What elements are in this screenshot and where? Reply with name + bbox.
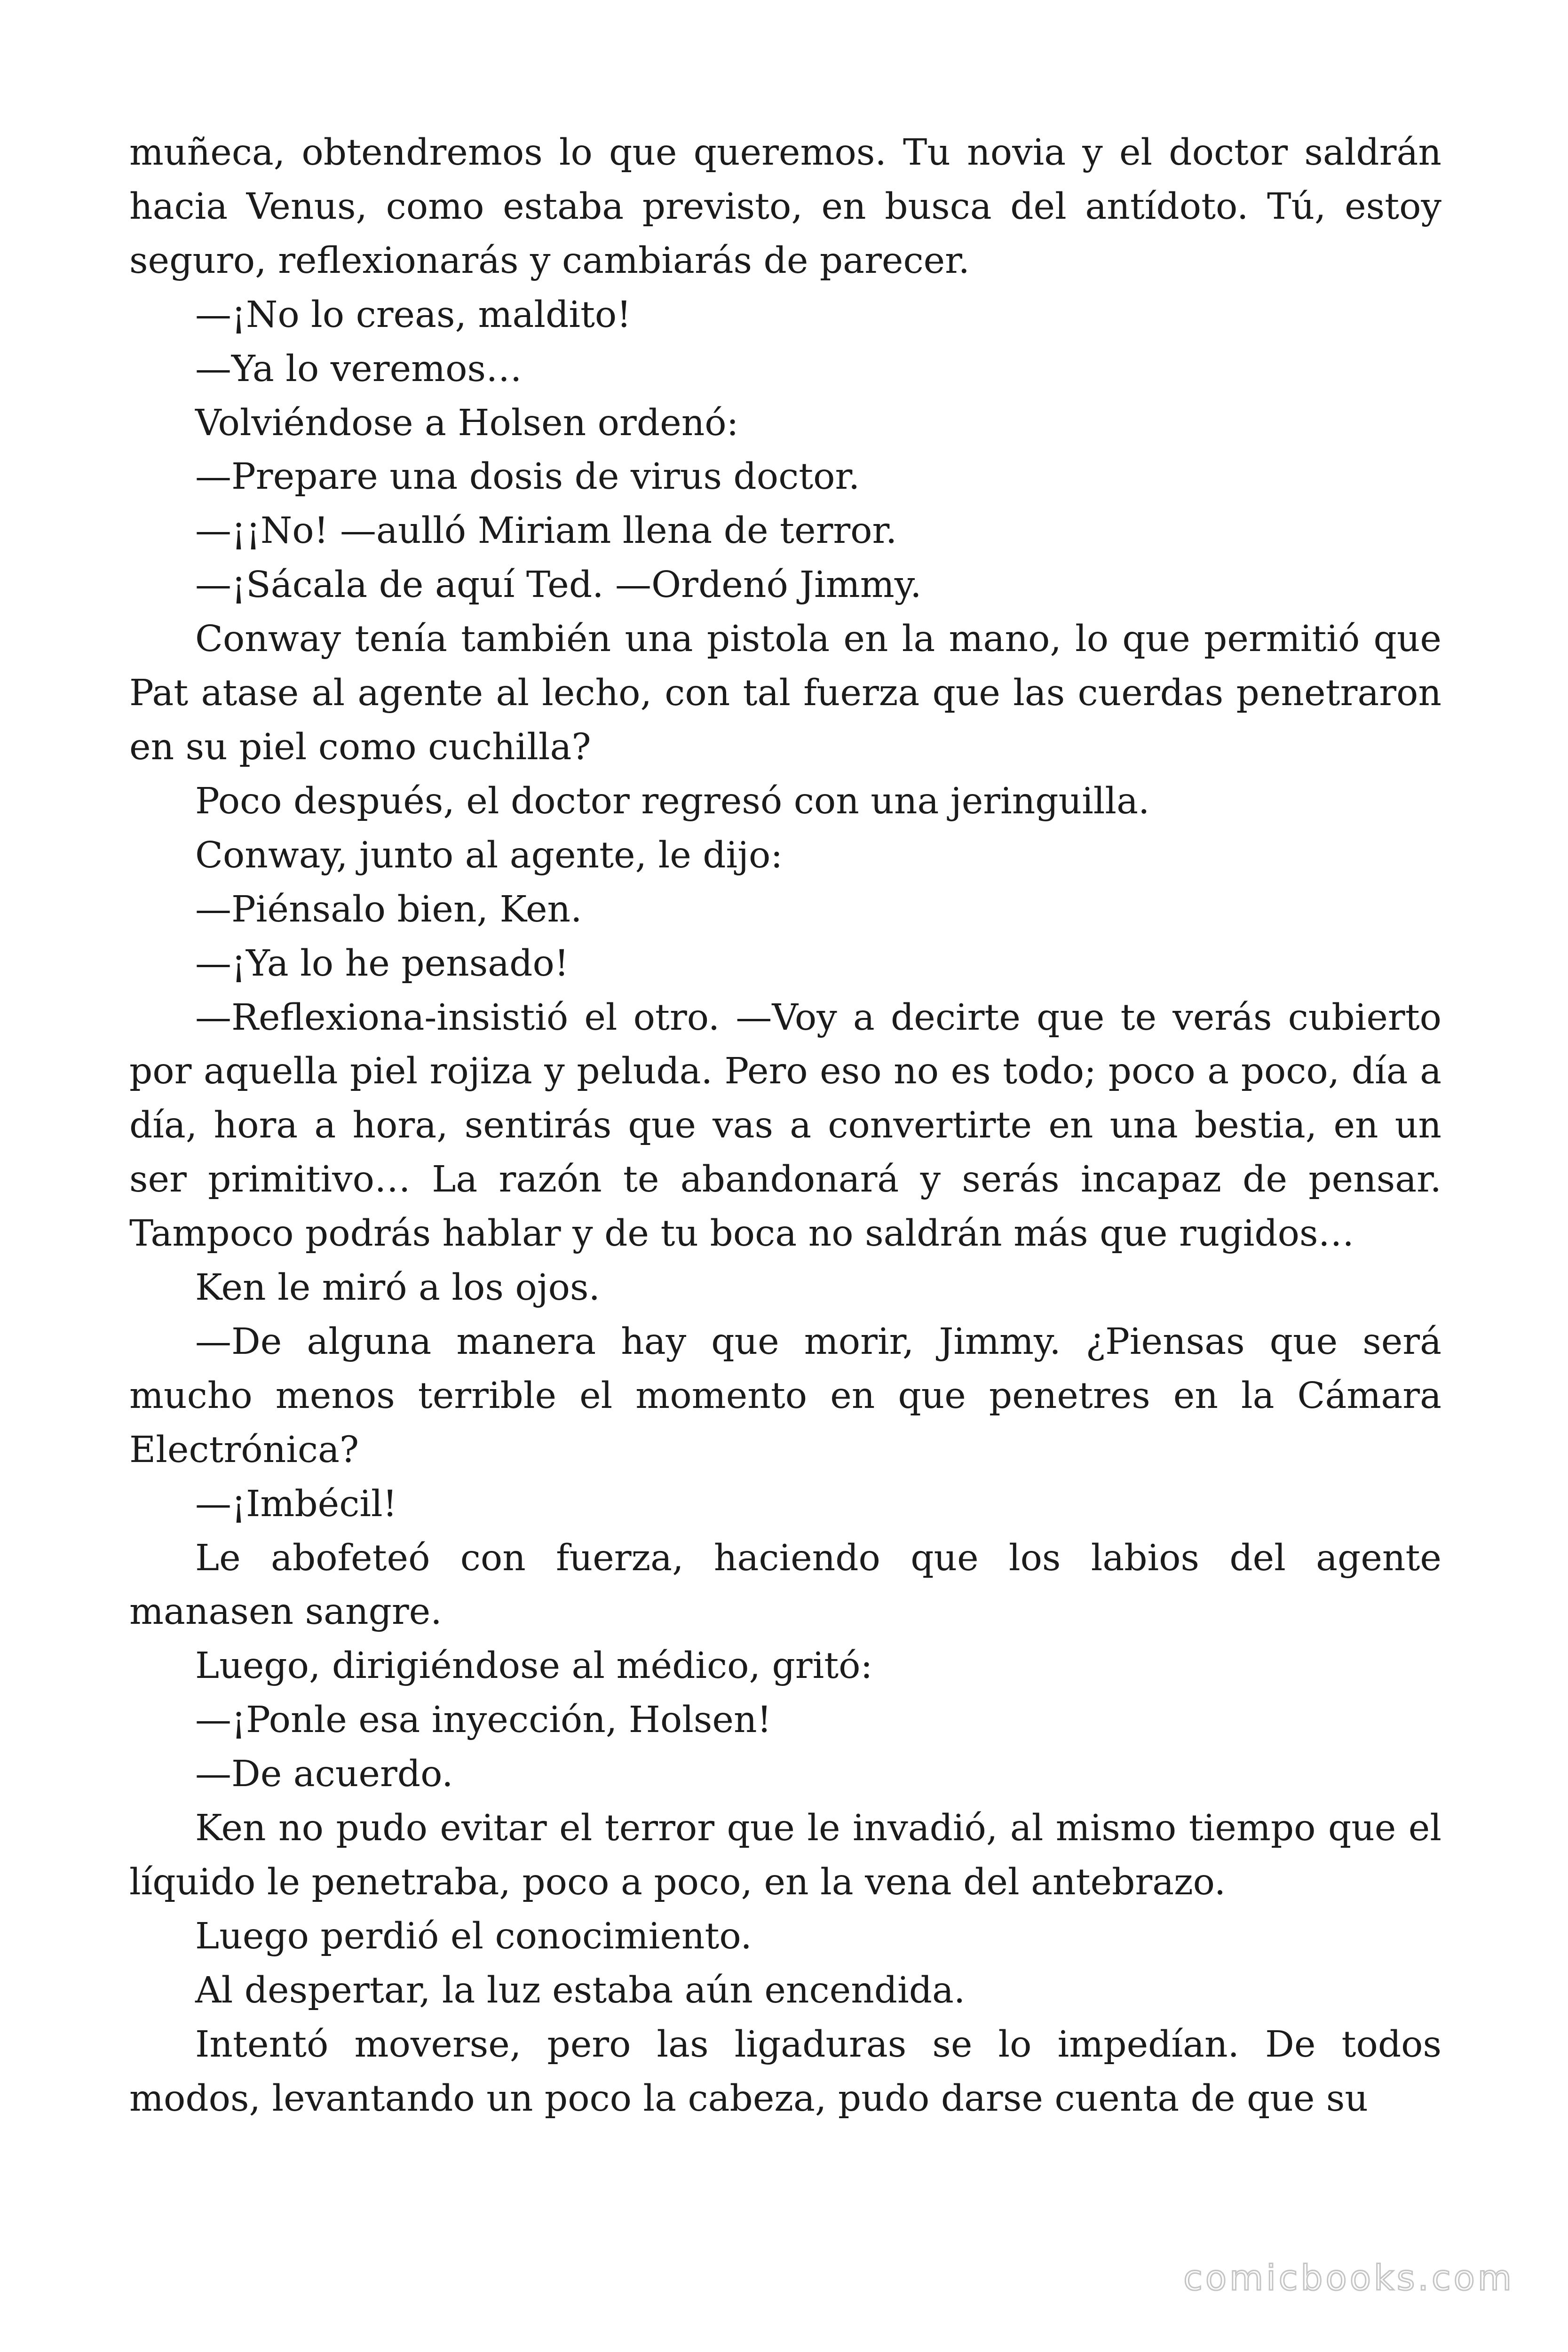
paragraph: Ken le miró a los ojos. <box>195 1267 600 1309</box>
site-watermark: comicbooks.com <box>1183 2258 1514 2298</box>
paragraph: —Ya lo veremos… <box>195 348 523 390</box>
paragraph: Volviéndose a Holsen ordenó: <box>195 402 739 444</box>
paragraph: Conway tenía también una pistola en la mano, lo que permitió que Pat atase al agente al lecho, con tal fuerza que las cuerdas penetraron en su piel como cuchilla? <box>129 618 1441 768</box>
paragraph: Luego, dirigiéndose al médico, gritó: <box>195 1645 873 1687</box>
paragraph: Poco después, el doctor regresó con una jeringuilla. <box>195 780 1150 822</box>
body-text <box>129 126 1441 2126</box>
paragraph: Conway, junto al agente, le dijo: <box>195 834 783 876</box>
paragraph: —De alguna manera hay que morir, Jimmy. ¿Piensas que será mucho menos terrible el momento en que penetres en la Cámara Electrónica? <box>129 1320 1441 1471</box>
paragraph: —Prepare una dosis de virus doctor. <box>195 456 860 498</box>
paragraph: —¡¡No! —aulló Miriam llena de terror. <box>195 510 897 552</box>
paragraph: Al despertar, la luz estaba aún encendida. <box>195 1969 966 2011</box>
paragraph: —¡Ponle esa inyección, Holsen! <box>195 1699 772 1741</box>
paragraph: Intentó moverse, pero las ligaduras se lo impedían. De todos modos, levantando un poco la cabeza, pudo darse cuenta de que su <box>129 2023 1441 2120</box>
paragraph: —¡No lo creas, maldito! <box>195 294 632 336</box>
paragraph: —¡Ya lo he pensado! <box>195 942 569 985</box>
paragraph: —De acuerdo. <box>195 1753 453 1796</box>
paragraph: —Reflexiona-insistió el otro. —Voy a decirte que te verás cubierto por aquella piel rojiza y peluda. Pero eso no es todo; poco a poco, día a día, hora a hora, sentirás que vas a convertirte en una bestia, en un ser primitivo… La razón te abandonará y serás incapaz de pensar. Tampoco podrás hablar y de tu boca no saldrán más que rugidos… <box>129 996 1441 1255</box>
paragraph: —¡Sácala de aquí Ted. —Ordenó Jimmy. <box>195 564 922 606</box>
paragraph: Luego perdió el conocimiento. <box>195 1915 752 1957</box>
paragraph-continuation: muñeca, obtendremos lo que queremos. Tu novia y el doctor saldrán hacia Venus, como estaba previsto, en busca del antídoto. Tú, estoy seguro, reflexionarás y cambiarás de parecer. <box>129 132 1441 282</box>
paragraph: —¡Imbécil! <box>195 1483 397 1525</box>
paragraph: Ken no pudo evitar el terror que le invadió, al mismo tiempo que el líquido le penetraba, poco a poco, en la vena del antebrazo. <box>129 1807 1441 1903</box>
paragraph: —Piénsalo bien, Ken. <box>195 888 582 930</box>
paragraph: Le abofeteó con fuerza, haciendo que los labios del agente manasen sangre. <box>129 1537 1441 1633</box>
